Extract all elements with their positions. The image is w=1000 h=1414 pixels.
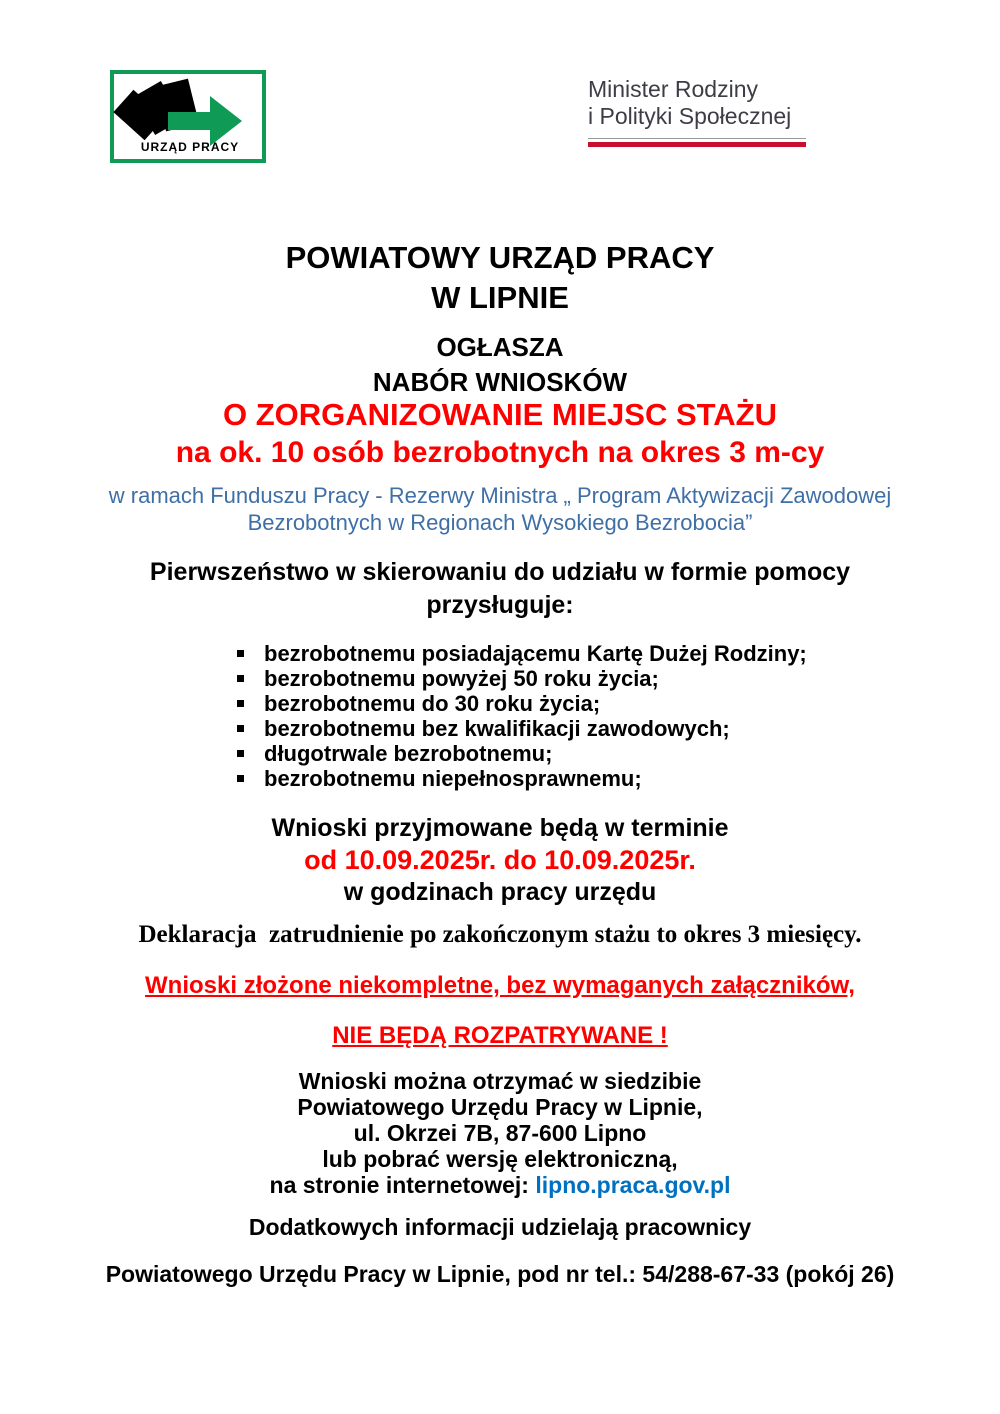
bullet-square-icon bbox=[237, 775, 244, 782]
list-item-text: długotrwale bezrobotnemu; bbox=[264, 740, 553, 766]
deadline-dates: od 10.09.2025r. do 10.09.2025r. bbox=[304, 845, 696, 875]
warning-line2: NIE BĘDĄ ROZPATRYWANE ! bbox=[332, 1022, 668, 1049]
deadline-block bbox=[0, 812, 1000, 908]
list-item bbox=[237, 666, 807, 691]
list-item-text: bezrobotnemu niepełnosprawnemu; bbox=[264, 765, 642, 791]
urzad-pracy-logo bbox=[110, 70, 266, 163]
announces-label: OGŁASZA bbox=[436, 332, 564, 362]
list-item bbox=[237, 641, 807, 666]
subject-line2: na ok. 10 osób bezrobotnych na okres 3 m-cy bbox=[175, 436, 825, 469]
announcement-heading bbox=[0, 330, 1000, 400]
office-title bbox=[0, 238, 1000, 318]
funding-line1: w ramach Funduszu Pracy - Rezerwy Ministra „ Program Aktywizacji Zawodowej bbox=[108, 483, 892, 508]
list-item bbox=[237, 716, 807, 741]
funding-line2: Bezrobotnych w Regionach Wysokiego Bezrobocia” bbox=[247, 510, 753, 535]
ministry-divider bbox=[588, 138, 806, 139]
subject-line1: O ZORGANIZOWANIE MIEJSC STAŻU bbox=[223, 397, 777, 432]
priority-list bbox=[237, 641, 807, 791]
bullet-square-icon bbox=[237, 750, 244, 757]
list-item bbox=[237, 741, 807, 766]
ministry-red-bar bbox=[588, 142, 806, 147]
deadline-line1: Wnioski przyjmowane będą w terminie bbox=[271, 814, 729, 842]
declaration-note: Deklaracja zatrudnienie po zakończonym stażu to okres 3 miesięcy. bbox=[138, 921, 862, 948]
bullet-square-icon bbox=[237, 700, 244, 707]
ministry-name-line2: i Polityki Społecznej bbox=[588, 103, 792, 129]
website-link[interactable]: lipno.praca.gov.pl bbox=[535, 1172, 731, 1198]
deadline-line3: w godzinach pracy urzędu bbox=[343, 878, 657, 906]
bullet-square-icon bbox=[237, 675, 244, 682]
bullet-square-icon bbox=[237, 725, 244, 732]
list-item-text: bezrobotnemu posiadającemu Kartę Dużej Rodziny; bbox=[264, 640, 807, 666]
office-title-line1: POWIATOWY URZĄD PRACY bbox=[285, 240, 715, 275]
list-item-text: bezrobotnemu bez kwalifikacji zawodowych; bbox=[264, 715, 730, 741]
list-item-text: bezrobotnemu do 30 roku życia; bbox=[264, 690, 601, 716]
office-title-line2: W LIPNIE bbox=[431, 280, 569, 315]
priority-heading-line2: przysługuje: bbox=[426, 591, 574, 619]
ministry-logo bbox=[588, 76, 806, 147]
urzad-pracy-logo-icon bbox=[110, 70, 266, 163]
priority-heading-line1: Pierwszeństwo w skierowaniu do udziału w formie pomocy bbox=[149, 558, 851, 586]
contact-line2: Powiatowego Urzędu Pracy w Lipnie, pod nr tel.: 54/288-67-33 (pokój 26) bbox=[105, 1261, 895, 1287]
contact-line1: Dodatkowych informacji udzielają pracownicy bbox=[248, 1214, 752, 1240]
availability-line5 bbox=[0, 1172, 1000, 1198]
call-label: NABÓR WNIOSKÓW bbox=[372, 367, 628, 397]
subject-heading bbox=[0, 396, 1000, 472]
availability-address: ul. Okrzei 7B, 87-600 Lipno bbox=[353, 1120, 647, 1146]
website-label: na stronie internetowej: bbox=[269, 1172, 536, 1198]
list-item bbox=[237, 691, 807, 716]
funding-note bbox=[0, 482, 1000, 536]
list-item bbox=[237, 766, 807, 791]
list-item-text: bezrobotnemu powyżej 50 roku życia; bbox=[264, 665, 659, 691]
ministry-name-line1: Minister Rodziny bbox=[588, 76, 758, 102]
availability-line1: Wnioski można otrzymać w siedzibie bbox=[298, 1068, 702, 1094]
urzad-pracy-logo-label: URZĄD PRACY bbox=[140, 140, 240, 154]
availability-line2: Powiatowego Urzędu Pracy w Lipnie, bbox=[297, 1094, 703, 1120]
bullet-square-icon bbox=[237, 650, 244, 657]
availability-line4: lub pobrać wersję elektroniczną, bbox=[322, 1146, 678, 1172]
availability-block bbox=[0, 1068, 1000, 1198]
warning-line1: Wnioski złożone niekompletne, bez wymaganych załączników, bbox=[145, 972, 855, 999]
priority-heading bbox=[0, 556, 1000, 622]
